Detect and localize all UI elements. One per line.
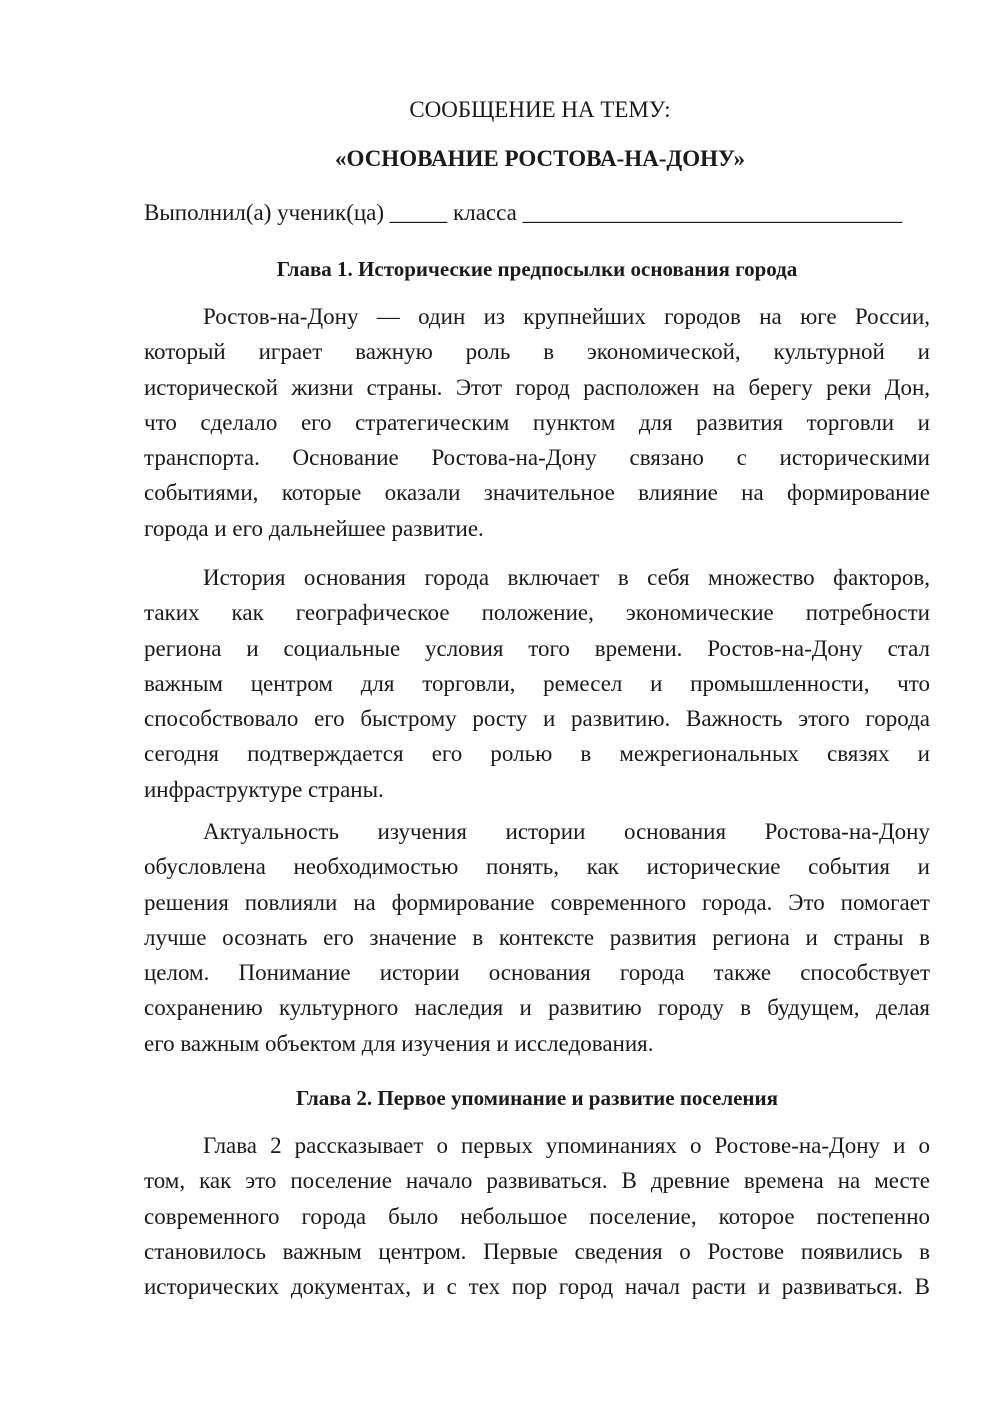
paragraph — [144, 814, 930, 1061]
text-line: сохранению культурного наследия и развитию городу в будущем, делая — [144, 995, 930, 1021]
chapter-2-heading: Глава 2. Первое упоминание и развитие поселения — [296, 1086, 778, 1110]
text-line: таких как географическое положение, экономические потребности — [144, 600, 930, 626]
text-line: способствовало его быстрому росту и развитию. Важность этого города — [144, 706, 930, 732]
text-line: транспорта. Основание Ростова-на-Дону связано с историческими — [144, 445, 930, 471]
text-line: обусловлена необходимостью понять, как исторические события и — [144, 854, 930, 880]
chapter-1-heading: Глава 1. Исторические предпосылки основания города — [276, 257, 798, 281]
text-line: сегодня подтверждается его ролью в межрегиональных связях и — [144, 741, 930, 767]
text-line: важным центром для торговли, ремесел и промышленности, что — [144, 670, 930, 696]
document-title-line-1: СООБЩЕНИЕ НА ТЕМУ: — [409, 97, 671, 122]
text-line: города и его дальнейшее развитие. — [144, 515, 484, 541]
text-line: что сделало его стратегическим пунктом для развития торговли и — [144, 409, 930, 435]
performer-line: Выполнил(а) ученик(ца) _____ класса _________________________________ — [144, 200, 903, 225]
text-line: История основания города включает в себя множество факторов, — [203, 565, 930, 590]
paragraph — [144, 1128, 930, 1304]
text-line: который играет важную роль в экономической, культурной и — [144, 339, 930, 365]
text-line: современного города было небольшое поселение, которое постепенно — [144, 1203, 930, 1229]
text-line: Ростов-на-Дону — один из крупнейших городов на юге России, — [203, 304, 930, 329]
text-line: инфраструктуре страны. — [144, 776, 384, 802]
text-line: региона и социальные условия того времени. Ростов-на-Дону стал — [144, 635, 930, 661]
text-line: том, как это поселение начало развиваться. В древние времена на месте — [144, 1168, 930, 1194]
text-line: Актуальность изучения истории основания Ростова-на-Дону — [203, 819, 930, 844]
text-line: событиями, которые оказали значительное влияние на формирование — [144, 480, 930, 506]
text-line: Глава 2 рассказывает о первых упоминаниях о Ростове-на-Дону и о — [203, 1133, 930, 1158]
paragraph — [144, 299, 930, 546]
text-line: исторической жизни страны. Этот город расположен на берегу реки Дон, — [144, 374, 930, 400]
text-line: становилось важным центром. Первые сведения о Ростове появились в — [144, 1238, 930, 1264]
text-line: исторических документах, и с тех пор город начал расти и развиваться. В — [144, 1274, 930, 1300]
text-line: целом. Понимание истории основания города также способствует — [144, 960, 930, 986]
text-line: решения повлияли на формирование современного города. Это помогает — [144, 889, 930, 915]
paragraph — [144, 560, 930, 807]
document-title-line-2: «ОСНОВАНИЕ РОСТОВА-НА-ДОНУ» — [335, 146, 745, 171]
text-line: его важным объектом для изучения и исследования. — [144, 1030, 654, 1056]
text-line: лучше осознать его значение в контексте развития региона и страны в — [144, 924, 930, 950]
